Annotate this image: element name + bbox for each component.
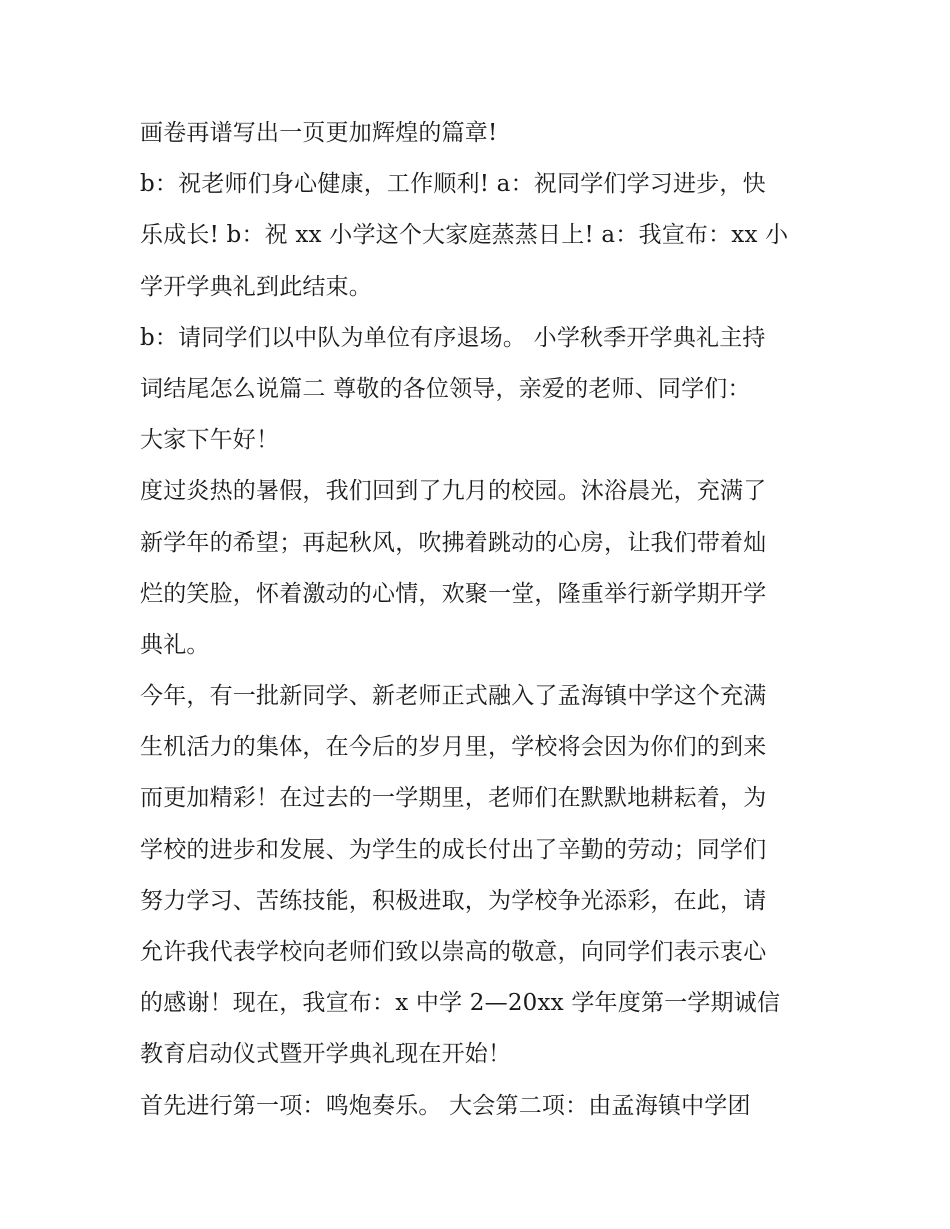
document-body xyxy=(140,108,820,1132)
text-line: 大家下午好！ xyxy=(140,427,280,454)
text-line: 学开学典礼到此结束。 xyxy=(140,273,372,300)
text-line: 度过炎热的暑假，我们回到了九月的校园。沐浴晨光，充满了 xyxy=(140,478,767,505)
text-line: 而更加精彩！在过去的一学期里，老师们在默默地耕耘着，为 xyxy=(140,785,767,812)
text-line: 词结尾怎么说篇二 尊敬的各位领导，亲爱的老师、同学们： xyxy=(140,375,751,402)
text-line: b：请同学们以中队为单位有序退场。 小学秋季开学典礼主持 xyxy=(140,324,766,351)
text-line: 教育启动仪式暨开学典礼现在开始！ xyxy=(140,1041,512,1068)
text-line: 烂的笑脸，怀着激动的心情，欢聚一堂，隆重举行新学期开学 xyxy=(140,580,767,607)
text-line: 乐成长! b：祝 xx 小学这个大家庭蒸蒸日上! a：我宣布：xx 小 xyxy=(140,222,789,249)
text-line: 今年，有一批新同学、新老师正式融入了孟海镇中学这个充满 xyxy=(140,683,767,710)
text-line: 生机活力的集体，在今后的岁月里，学校将会因为你们的到来 xyxy=(140,734,767,761)
text-line: 典礼。 xyxy=(140,631,210,658)
text-line: 首先进行第一项：鸣炮奏乐。 大会第二项：由孟海镇中学团 xyxy=(140,1092,751,1119)
text-line: 的感谢！现在，我宣布：x 中学 2—20xx 学年度第一学期诚信 xyxy=(140,990,781,1017)
text-line: 学校的进步和发展、为学生的成长付出了辛勤的劳动；同学们 xyxy=(140,836,767,863)
text-line: 努力学习、苦练技能，积极进取，为学校争光添彩，在此，请 xyxy=(140,887,767,914)
text-line: 允许我代表学校向老师们致以崇高的敬意，向同学们表示衷心 xyxy=(140,939,767,965)
text-line: 画卷再谱写出一页更加辉煌的篇章! xyxy=(140,120,498,146)
text-line: 新学年的希望；再起秋风，吹拂着跳动的心房，让我们带着灿 xyxy=(140,529,767,556)
text-line: b：祝老师们身心健康，工作顺利! a：祝同学们学习进步，快 xyxy=(140,171,766,198)
